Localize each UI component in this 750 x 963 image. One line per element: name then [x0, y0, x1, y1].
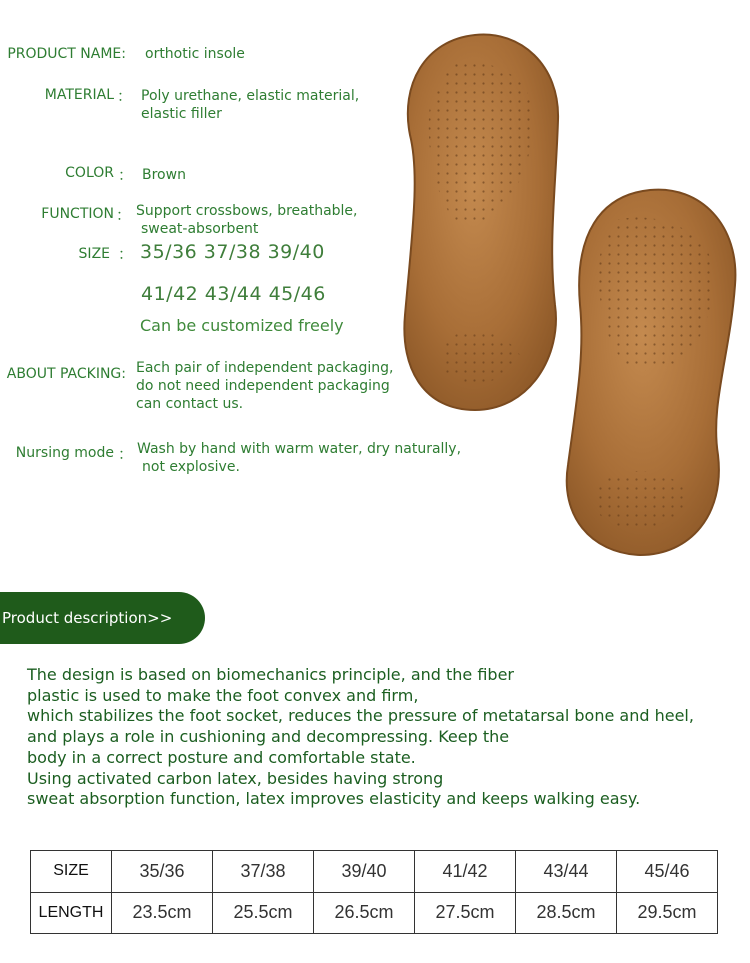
length-row	[31, 892, 718, 934]
description-line: body in a correct posture and comfortable state.	[27, 747, 416, 767]
nursing-line: not explosive.	[142, 459, 240, 475]
function-label: FUNCTION	[41, 206, 114, 222]
description-line: plastic is used to make the foot convex and firm,	[27, 685, 419, 705]
packing-line: can contact us.	[136, 396, 244, 412]
length-cell: 29.5cm	[617, 892, 718, 934]
length-cell: 26.5cm	[314, 892, 415, 934]
description-line: The design is based on biomechanics principle, and the fiber	[27, 665, 515, 684]
description-line: which stabilizes the foot socket, reduces the pressure of metatarsal bone and heel,	[27, 706, 694, 726]
function-colon: ：	[116, 206, 132, 224]
length-cell: 25.5cm	[213, 892, 314, 934]
length-header: LENGTH	[31, 892, 112, 934]
size-row-1: 35/36 37/38 39/40	[140, 241, 325, 263]
material-line: elastic filler	[141, 106, 222, 122]
description-line: and plays a role in cushioning and decompressing. Keep the	[27, 727, 510, 747]
size-cell: 35/36	[112, 851, 213, 893]
size-cell: 41/42	[415, 851, 516, 893]
insole-right	[567, 190, 736, 555]
size-label: SIZE	[78, 246, 110, 262]
size-cell: 45/46	[617, 851, 718, 893]
product-name-value: orthotic insole	[145, 46, 245, 62]
packing-label: ABOUT PACKING:	[6, 366, 126, 382]
function-value	[136, 202, 358, 238]
product-description-heading: Product description>>	[0, 592, 205, 644]
function-line: sweat-absorbent	[141, 221, 259, 237]
size-row	[31, 851, 718, 893]
length-cell: 28.5cm	[516, 892, 617, 934]
packing-line: do not need independent packaging	[136, 378, 390, 394]
material-value	[141, 87, 359, 123]
size-note: Can be customized freely	[140, 316, 344, 335]
packing-value	[136, 359, 394, 413]
size-colon: ：	[118, 245, 134, 263]
length-cell: 27.5cm	[415, 892, 516, 934]
size-cell: 39/40	[314, 851, 415, 893]
length-cell: 23.5cm	[112, 892, 213, 934]
description-line: Using activated carbon latex, besides having strong	[27, 768, 444, 788]
color-colon: ：	[118, 166, 134, 184]
color-label: COLOR	[65, 165, 114, 181]
insole-left	[404, 35, 558, 410]
size-cell: 43/44	[516, 851, 617, 893]
size-row-2: 41/42 43/44 45/46	[141, 283, 326, 305]
description-line: sweat absorption function, latex improves elasticity and keeps walking easy.	[27, 789, 641, 809]
function-line: Support crossbows, breathable,	[136, 203, 358, 219]
product-name-label: PRODUCT NAME:	[7, 46, 126, 62]
material-line: Poly urethane, elastic material,	[141, 88, 360, 104]
material-label: MATERIAL	[44, 87, 114, 103]
insole-photo	[380, 25, 750, 570]
material-colon: ：	[117, 87, 133, 105]
packing-line: Each pair of independent packaging,	[136, 360, 394, 376]
nursing-label: Nursing mode	[15, 445, 114, 461]
size-header: SIZE	[31, 851, 112, 893]
description-block	[27, 665, 694, 810]
color-value: Brown	[142, 167, 186, 183]
size-cell: 37/38	[213, 851, 314, 893]
size-table	[30, 850, 718, 934]
nursing-line: Wash by hand with warm water, dry naturally,	[137, 441, 462, 457]
nursing-colon: ：	[118, 445, 134, 463]
